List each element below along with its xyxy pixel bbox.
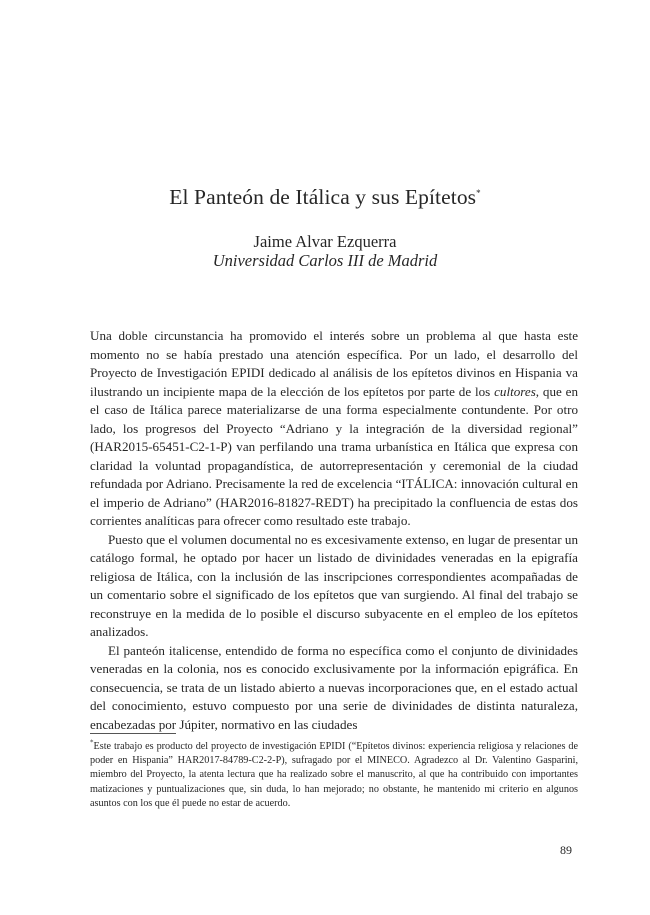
footnote-text: Este trabajo es producto del proyecto de investigación EPIDI (“Epítetos divinos: experiencia religiosa y relaciones de poder en Hispania” HAR2017-84789-C2-2-P), sufragado por el MINECO. Agradezco al Dr. Valentino Gasparini, miembro del Proyecto, la atenta lectura que ha realizado sobre el manuscrito, al que ha contribuido con importantes matizaciones y puntualizaciones que, sin duda, lo han mejorado; no obstante, he mantenido mi criterio en algunos asuntos con los que él puede no estar de acuerdo.	[90, 741, 578, 809]
title-footnote-marker: *	[476, 187, 481, 198]
page-number: 89	[560, 843, 572, 857]
title-text: El Panteón de Itálica y sus Epítetos	[169, 185, 477, 209]
author-name: Jaime Alvar Ezquerra	[253, 232, 397, 251]
paragraph-1-italic: cultores	[494, 383, 536, 399]
body-paragraph-1	[90, 327, 578, 531]
article-body	[90, 327, 578, 734]
article-title	[0, 184, 650, 210]
paragraph-1-text-b: , que en el caso de Itálica parece materializarse de una forma especialmente contundente. Por otro lado, los progresos del Proyecto “Adriano y la integración de la diversidad regional” (HAR2015-65451-C2-1-P) van perfilando una trama urbanística en Itálica que expresa con claridad la voluntad propagandística, de autorrepresentación y ceremonial de la ciudad refundada por Adriano. Precisamente la red de excelencia “ITÁLICA: innovación cultural en el imperio de Adriano” (HAR2016-81827-REDT) ha precipitado la confluencia de estas dos corrientes analíticas para ofrecer como resultado este trabajo.	[90, 383, 578, 528]
body-paragraph-3: El panteón italicense, entendido de forma no específica como el conjunto de divinidades veneradas en la colonia, nos es conocido exclusivamente por la información epigráfica. En consecuencia, se trata de un listado abierto a nuevas incorporaciones que, en el estado actual del conocimiento, estuvo compuesto por una serie de divinidades de distinta naturaleza, encabezadas por Júpiter, normativo en las ciudades	[90, 642, 578, 732]
footnote-divider	[90, 733, 176, 734]
body-paragraph-2: Puesto que el volumen documental no es excesivamente extenso, en lugar de presentar un catálogo formal, he optado por hacer un listado de divinidades veneradas en la epigrafía religiosa de Itálica, con la inclusión de las inscripciones correspondientes acompañadas de un comentario sobre el significado de los epítetos que van surgiendo. Al final del trabajo se reconstruye en la medida de lo posible el discurso subyacente en el empleo de los epítetos analizados.	[90, 531, 578, 639]
author-affiliation: Universidad Carlos III de Madrid	[212, 251, 438, 270]
footnote	[90, 740, 578, 811]
footnote-marker: *	[90, 738, 94, 747]
paragraph-1-text-a: Una doble circunstancia ha promovido el interés sobre un problema al que hasta este momento no se había prestado una atención específica. Por un lado, el desarrollo del Proyecto de Investigación EPIDI dedicado al análisis de los epítetos divinos en Hispania va ilustrando un incipiente mapa de la elección de los epítetos por parte de los	[90, 328, 578, 399]
